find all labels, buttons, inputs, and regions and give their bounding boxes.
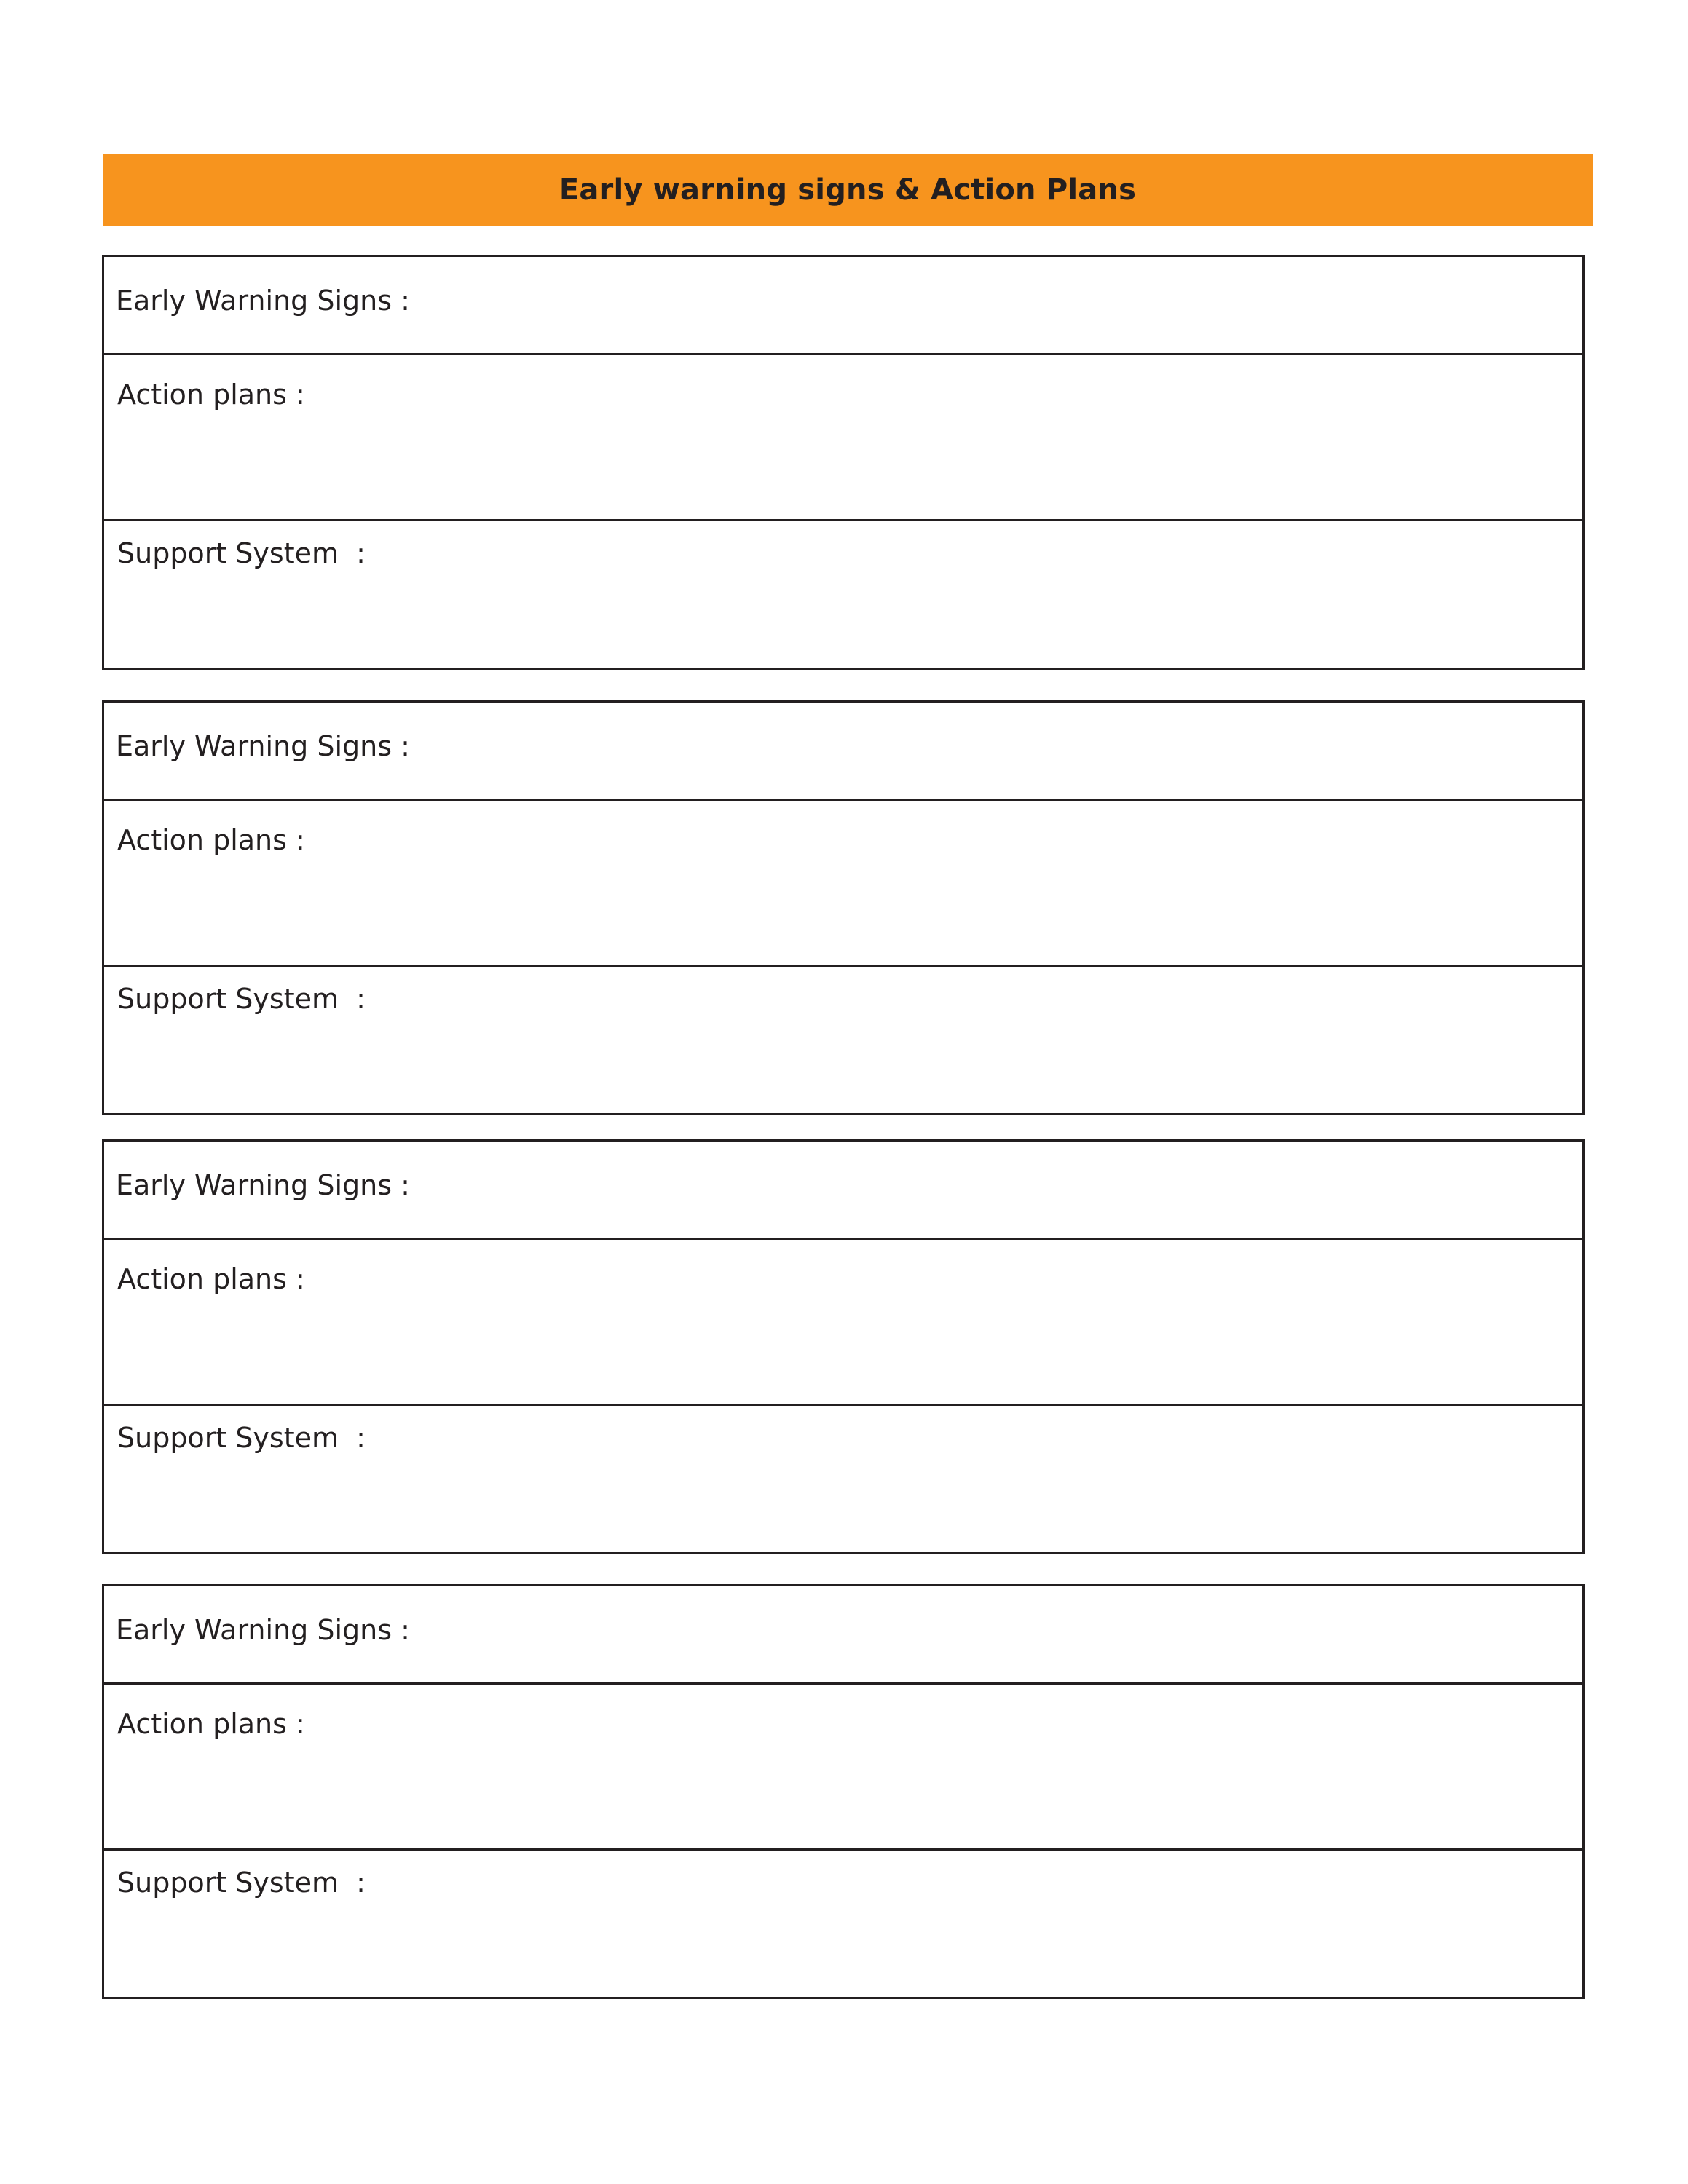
support-system-field[interactable] xyxy=(104,1851,1582,1997)
page-header-bar xyxy=(103,154,1593,226)
early-warning-signs-field[interactable] xyxy=(104,1142,1582,1240)
plan-block-4 xyxy=(102,1584,1585,1999)
early-warning-signs-label: Early Warning Signs : xyxy=(116,1614,410,1646)
early-warning-signs-label: Early Warning Signs : xyxy=(116,1169,410,1201)
action-plans-label: Action plans : xyxy=(117,379,305,411)
action-plans-field[interactable] xyxy=(104,355,1582,521)
action-plans-label: Action plans : xyxy=(117,1708,305,1740)
support-system-field[interactable] xyxy=(104,521,1582,668)
action-plans-field[interactable] xyxy=(104,1685,1582,1851)
early-warning-signs-label: Early Warning Signs : xyxy=(116,730,410,762)
support-system-label: Support System : xyxy=(117,983,366,1015)
action-plans-field[interactable] xyxy=(104,1240,1582,1406)
plan-block-3 xyxy=(102,1139,1585,1554)
support-system-label: Support System : xyxy=(117,1422,366,1454)
early-warning-signs-field[interactable] xyxy=(104,257,1582,355)
early-warning-signs-field[interactable] xyxy=(104,1586,1582,1685)
page-title: Early warning signs & Action Plans xyxy=(559,173,1137,207)
action-plans-label: Action plans : xyxy=(117,1263,305,1295)
early-warning-signs-label: Early Warning Signs : xyxy=(116,285,410,317)
early-warning-signs-field[interactable] xyxy=(104,703,1582,801)
plan-block-1 xyxy=(102,255,1585,670)
support-system-label: Support System : xyxy=(117,1867,366,1899)
support-system-field[interactable] xyxy=(104,967,1582,1113)
action-plans-label: Action plans : xyxy=(117,824,305,856)
support-system-field[interactable] xyxy=(104,1406,1582,1552)
plan-block-2 xyxy=(102,700,1585,1115)
action-plans-field[interactable] xyxy=(104,801,1582,967)
support-system-label: Support System : xyxy=(117,537,366,569)
